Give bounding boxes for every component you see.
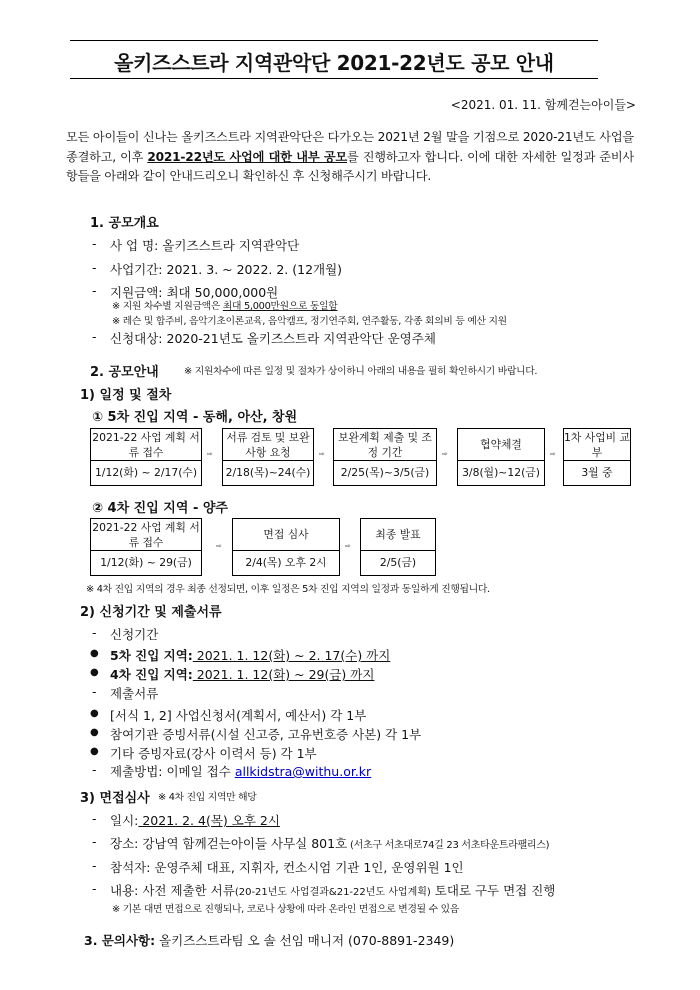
contact-line xyxy=(84,931,454,949)
step-title: 서류 검토 및 보완사항 요청 xyxy=(223,429,313,461)
track5-step-1 xyxy=(90,428,202,486)
section1-heading: 1. 공모개요 xyxy=(90,216,159,231)
apply-track4-value: 2021. 1. 12(화) ~ 29(금) 까지 xyxy=(192,667,375,682)
amount-note-1-prefix: ※ 지원 차수별 지원금액은 xyxy=(112,301,223,312)
step-title: 2021-22 사업 계획 서류 접수 xyxy=(91,429,201,461)
dash: - xyxy=(92,283,97,298)
dash: - xyxy=(92,881,97,896)
applicant-target: 신청대상: 2020-21년도 올키즈스트라 지역관악단 운영주체 xyxy=(110,331,436,346)
section2-heading-note: ※ 지원차수에 따른 일정 및 절차가 상이하니 아래의 내용을 필히 확인하시기 바랍니다. xyxy=(184,366,538,377)
step-date: 2/5(금) xyxy=(379,556,417,569)
interview-content-prefix: 내용: 사전 제출한 서류 xyxy=(110,883,235,898)
title-rule-bottom xyxy=(70,78,598,79)
doc-item: [서식 1, 2] 사업신청서(계획서, 예산서) 각 1부 xyxy=(110,708,367,723)
dash: - xyxy=(92,625,97,640)
page-title: 올키즈스트라 지역관악단 2021-22년도 공모 안내 xyxy=(114,51,554,75)
dash: - xyxy=(92,260,97,275)
step-date: 1/12(화) ~ 2/17(수) xyxy=(94,466,198,479)
bullet-dot-icon: ● xyxy=(90,727,99,738)
step-title: 최종 발표 xyxy=(361,519,435,551)
track4-label: ② 4차 진입 지역 - 양주 xyxy=(92,501,228,516)
arrow-icon: ⇨ xyxy=(345,542,351,550)
docs-label: 제출서류 xyxy=(110,686,159,701)
arrow-icon: ⇨ xyxy=(442,450,448,458)
business-name: 사 업 명: 올키즈스트라 지역관악단 xyxy=(110,238,300,253)
bullet-dot-icon: ● xyxy=(90,648,99,659)
interview-place-note: (서초구 서초대로74길 23 서초타운트라팰리스) xyxy=(347,840,550,851)
interview-note: ※ 기본 대면 면접으로 진행되나, 코로나 상황에 따라 온라인 면접으로 변경될 수 있음 xyxy=(112,904,459,915)
step-date: 2/4(목) 오후 2시 xyxy=(245,556,327,569)
section2-heading: 2. 공모안내 xyxy=(90,365,159,380)
dash: - xyxy=(92,236,97,251)
step-title: 2021-22 사업 계획 서류 접수 xyxy=(91,519,201,551)
interview-date-prefix: 일시: xyxy=(110,813,139,828)
interview-content-suffix: 토대로 구두 면접 진행 xyxy=(430,883,556,898)
arrow-icon: ⇨ xyxy=(216,542,222,550)
interview-content xyxy=(110,881,555,899)
intro-paragraph xyxy=(66,128,634,187)
apply-period-label: 신청기간 xyxy=(110,627,159,642)
track4-note: ※ 4차 진입 지역의 경우 최종 선정되면, 이후 일정은 5차 진입 지역의 일정과 동일하게 진행됩니다. xyxy=(86,584,490,595)
track5-step-4 xyxy=(457,428,545,486)
arrow-icon: ⇨ xyxy=(319,450,325,458)
track5-step-2 xyxy=(222,428,314,486)
date-line: <2021. 01. 11. 함께걷는아이들> xyxy=(450,98,636,112)
track4-step-3 xyxy=(360,518,436,576)
application-heading: 2) 신청기간 및 제출서류 xyxy=(80,605,222,620)
step-title: 협약체결 xyxy=(458,429,544,461)
step-title: 면접 심사 xyxy=(233,519,339,551)
doc-item: 참여기관 증빙서류(시설 신고증, 고유번호증 사본) 각 1부 xyxy=(110,727,422,742)
business-period: 사업기간: 2021. 3. ~ 2022. 2. (12개월) xyxy=(110,262,343,277)
contact-label: 3. 문의사항: xyxy=(84,933,156,948)
track5-step-5 xyxy=(563,428,631,486)
track4-step-1 xyxy=(90,518,202,576)
dash: - xyxy=(92,329,97,344)
interview-heading-note: ※ 4차 진입 지역만 해당 xyxy=(158,792,257,803)
apply-track5 xyxy=(110,646,390,664)
doc-item: 기타 증빙자료(강사 이력서 등) 각 1부 xyxy=(110,746,317,761)
interview-date xyxy=(110,811,280,829)
interview-content-small: (20-21년도 사업결과&21-22년도 사업계획) xyxy=(234,887,431,898)
intro-emphasis: 2021-22년도 사업에 대한 내부 공모 xyxy=(147,149,348,164)
submit-method-prefix: 제출방법: 이메일 접수 xyxy=(110,764,235,779)
interview-heading: 3) 면접심사 xyxy=(80,791,150,806)
step-title: 보완계획 제출 및 조정 기간 xyxy=(334,429,436,461)
interview-place xyxy=(110,834,549,852)
apply-track5-value: 2021. 1. 12(화) ~ 2. 17(수) 까지 xyxy=(192,648,391,663)
bullet-dot-icon: ● xyxy=(90,708,99,719)
dash: - xyxy=(92,858,97,873)
schedule-heading: 1) 일정 및 절차 xyxy=(80,388,172,403)
apply-track5-label: 5차 진입 지역: xyxy=(110,648,193,663)
apply-track4 xyxy=(110,665,374,683)
bullet-dot-icon: ● xyxy=(90,746,99,757)
intro-text-2: 를 진행하고자 합니다. 이에 대한 자세한 일정과 준비사항들을 아래와 같이 안내드리오니 확인하신 후 신청해주시기 바랍니다. xyxy=(66,149,634,183)
track5-label: ① 5차 진입 지역 - 동해, 아산, 창원 xyxy=(92,410,298,425)
apply-track4-label: 4차 진입 지역: xyxy=(110,667,193,682)
step-date: 2/25(목)~3/5(금) xyxy=(340,466,430,479)
dash: - xyxy=(92,834,97,849)
dash: - xyxy=(92,684,97,699)
track4-step-2 xyxy=(232,518,340,576)
interview-date-value: 2021. 2. 4(목) 오후 2시 xyxy=(138,813,280,828)
step-date: 1/12(화) ~ 29(금) xyxy=(100,556,192,569)
contact-value: 올키즈스트라팀 오 솔 선임 매니저 (070-8891-2349) xyxy=(155,933,455,948)
title-rule-top xyxy=(70,40,598,41)
dash: - xyxy=(92,811,97,826)
arrow-icon: ⇨ xyxy=(550,450,556,458)
dash: - xyxy=(92,762,97,777)
submit-email-link[interactable]: allkidstra@withu.or.kr xyxy=(234,764,372,779)
track5-step-3 xyxy=(333,428,437,486)
step-date: 3월 중 xyxy=(581,466,613,479)
support-amount: 지원금액: 최대 50,000,000원 xyxy=(110,285,279,300)
amount-note-1-underline: 최대 5,000만원으로 동일함 xyxy=(222,301,338,312)
amount-note-1 xyxy=(112,298,337,312)
intro-text-1: 모든 아이들이 신나는 올키즈스트라 지역관악단은 다가오는 2021년 2월 말을 기점으로 2020-21년도 사업을 종결하고, 이후 xyxy=(66,130,634,164)
interview-attendees: 참석자: 운영주체 대표, 지휘자, 컨소시엄 기관 1인, 운영위원 1인 xyxy=(110,860,464,875)
bullet-dot-icon: ● xyxy=(90,667,99,678)
step-title: 1차 사업비 교부 xyxy=(564,429,630,461)
arrow-icon: ⇨ xyxy=(207,450,213,458)
step-date: 2/18(목)~24(수) xyxy=(225,466,311,479)
submit-method xyxy=(110,762,371,780)
amount-note-2: ※ 레슨 및 합주비, 음악기초이론교육, 음악캠프, 정기연주회, 연주활동, 각종 회의비 등 예산 지원 xyxy=(112,316,507,327)
interview-place-text: 장소: 강남역 함께걷는아이들 사무실 801호 xyxy=(110,836,348,851)
step-date: 3/8(월)~12(금) xyxy=(462,466,540,479)
